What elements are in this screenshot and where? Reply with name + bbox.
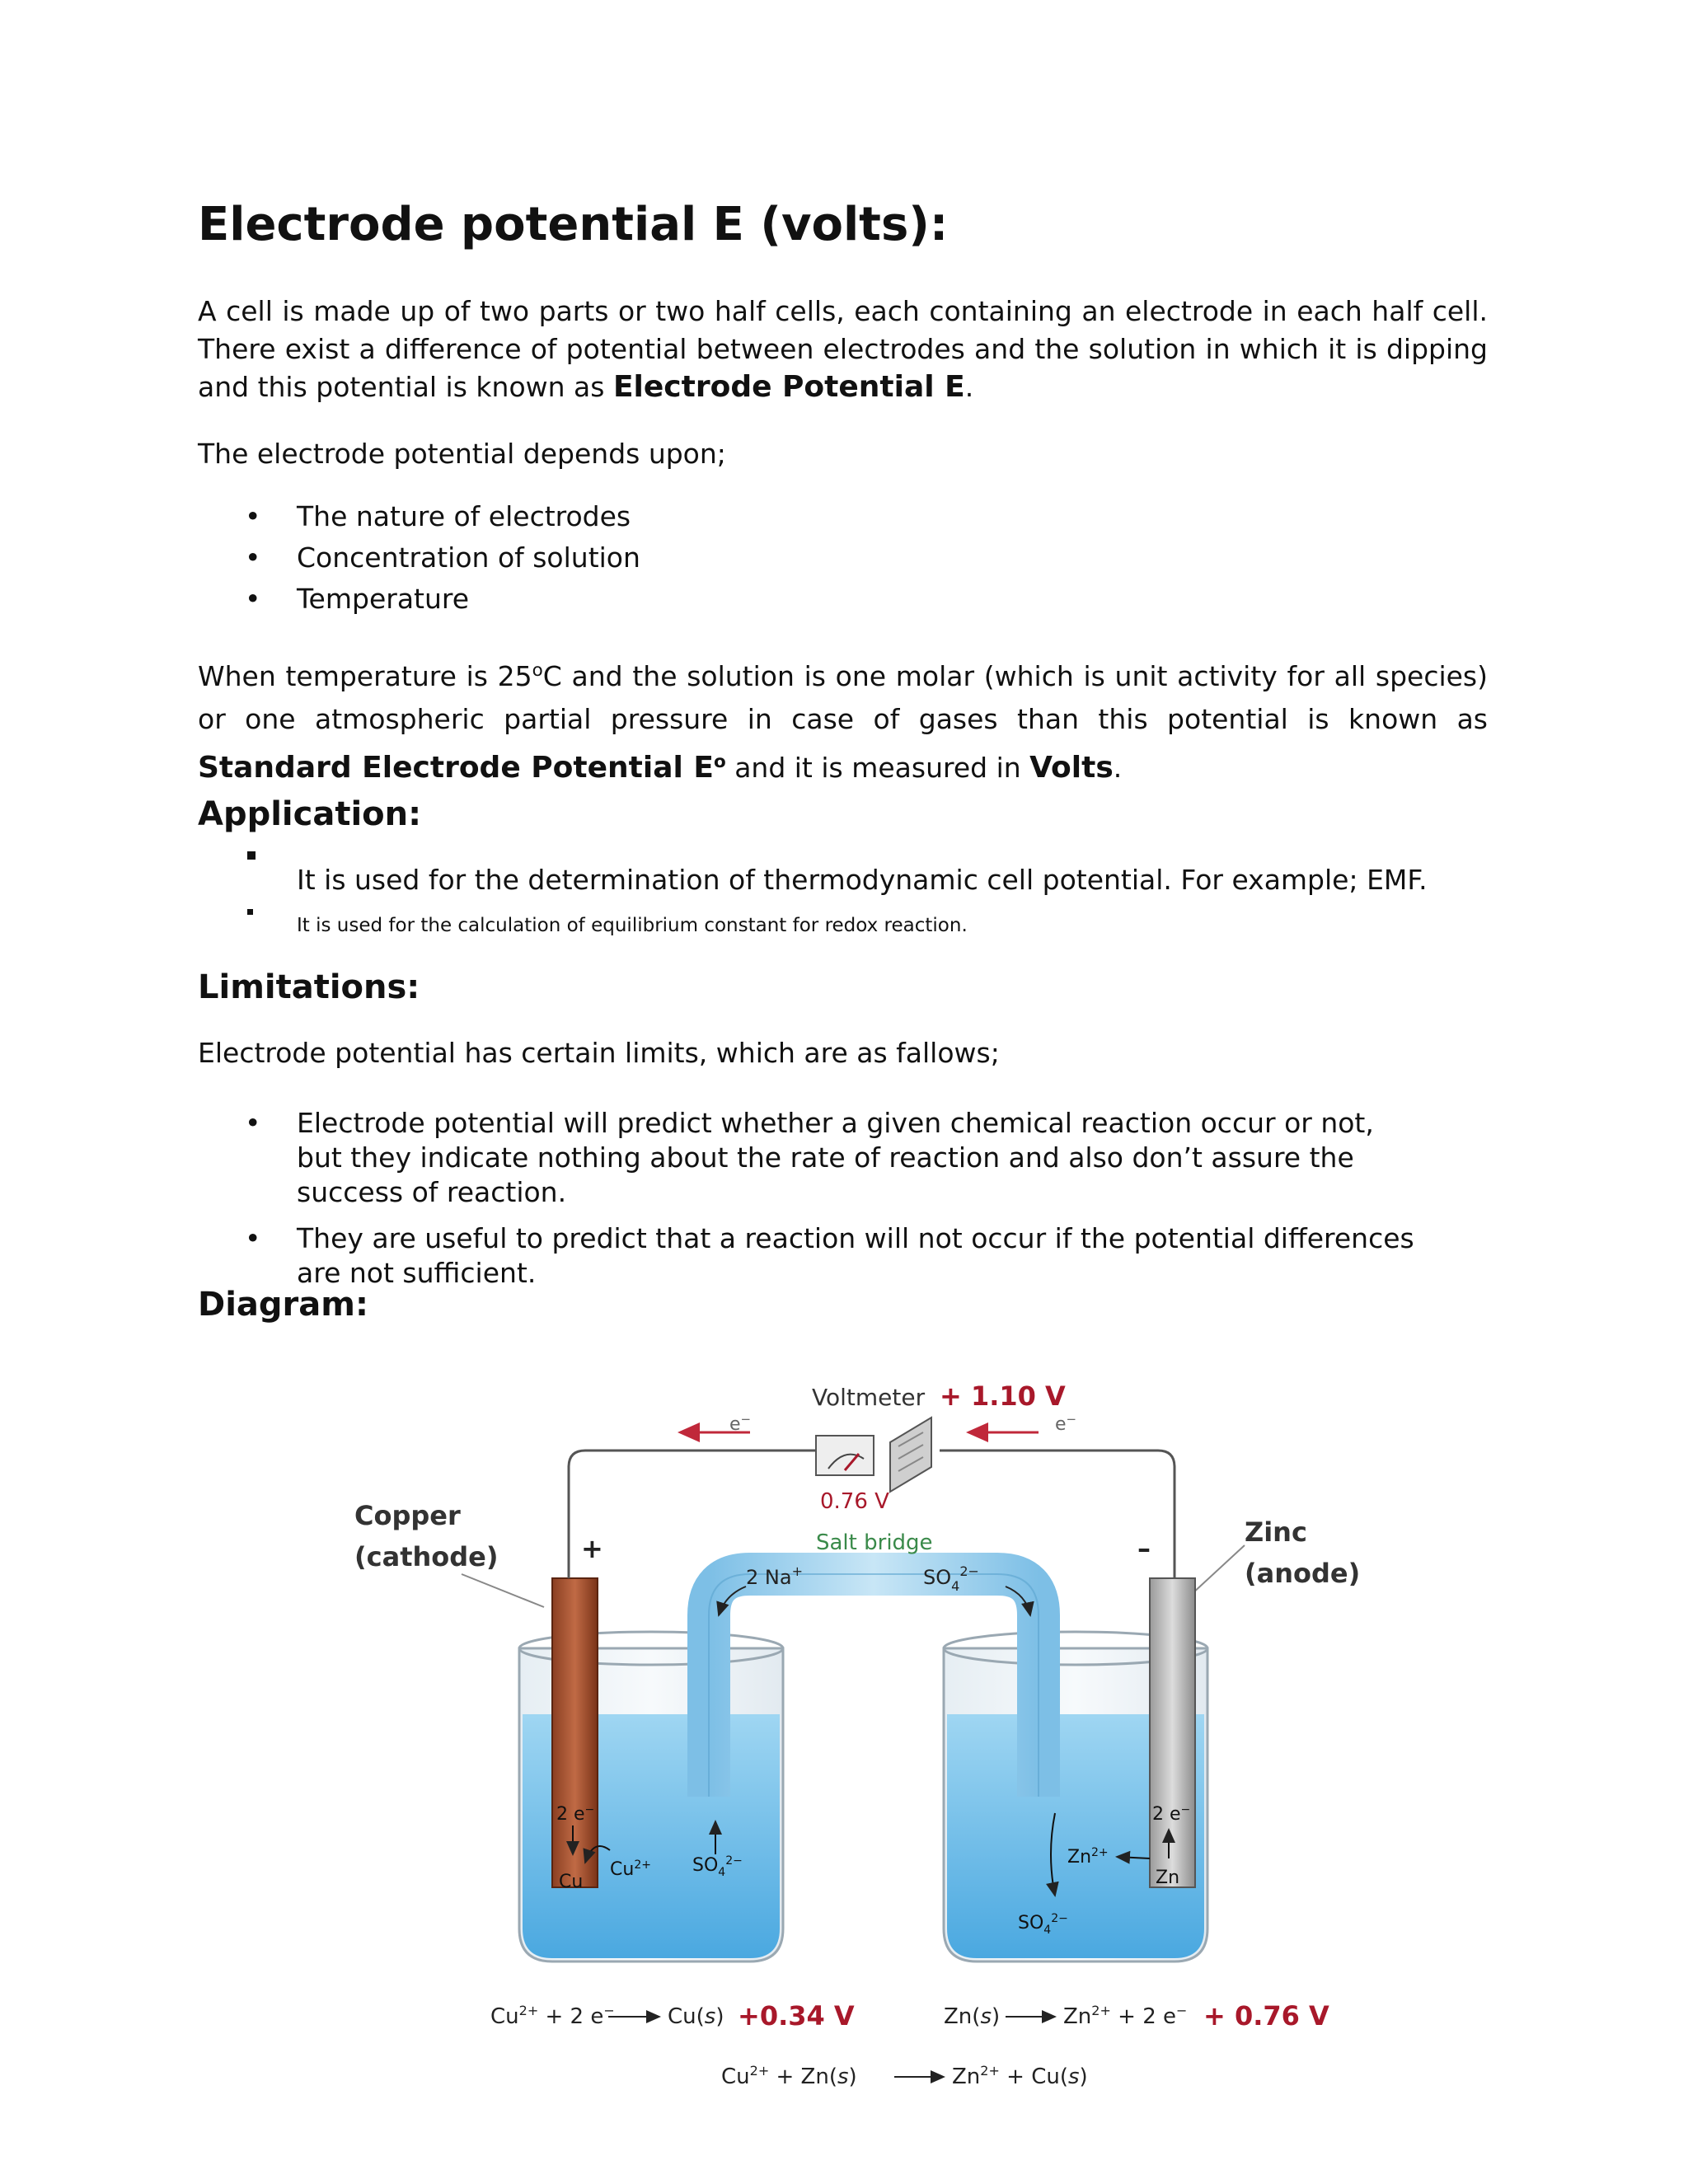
cathode-potential: +0.34 V xyxy=(738,2000,855,2032)
voltmeter-value: + 1.10 V xyxy=(940,1380,1066,1412)
voltmeter-body xyxy=(890,1418,931,1492)
sodium-ion-label: 2 Na+ xyxy=(746,1563,803,1589)
cathode-product: Cu(s) xyxy=(668,2004,724,2029)
cu-ion-label: $Cu^{2+}$ xyxy=(610,1858,651,1880)
overall-reaction-left: $Cu^{2+} + Zn(s)$ xyxy=(721,2063,857,2089)
anode-potential: + 0.76 V xyxy=(1203,2000,1329,2032)
application-heading: Application: xyxy=(198,795,422,833)
salt-bridge-label: Salt bridge xyxy=(816,1530,933,1555)
overall-reaction-right: $Zn^{2+} + Cu(s)$ xyxy=(952,2063,1088,2089)
diagram-heading: Diagram: xyxy=(198,1286,368,1324)
intro-paragraph: A cell is made up of two parts or two half cells, each containing an electrode in each half cell. There exist a difference of potential between electrodes and the solution in which it is dipping and this potential is known as Electrode Potential E. xyxy=(198,295,1488,404)
list-item: • Concentration of solution xyxy=(245,541,640,574)
galvanic-cell-diagram xyxy=(346,1368,1385,2110)
anode-product: $Zn^{2+} + 2$ e− xyxy=(1063,2003,1188,2029)
limitations-intro: Electrode potential has certain limits, which are as fallows; xyxy=(198,1037,1000,1069)
application-item-1: It is used for the determination of thermodynamic cell potential. For example; EMF. xyxy=(297,864,1428,896)
electron-label-right: e− xyxy=(1055,1412,1077,1435)
anode-label: (anode) xyxy=(1245,1558,1361,1589)
anode-half-reaction: Zn(s) xyxy=(944,2004,1001,2029)
standard-potential-paragraph: When temperature is 25$^o$C and the solution is one molar (which is unit activity for all species) or one atmospheric partial pressure in case of gases than this potential is known as Standard Electrode Potential $E^o$ and it is measured in Volts. xyxy=(198,660,1488,785)
page-title: Electrode potential E (volts): xyxy=(198,198,949,251)
square-bullet xyxy=(247,909,253,915)
zinc-pointer-line xyxy=(1191,1545,1245,1595)
cathode-label: (cathode) xyxy=(354,1541,499,1572)
two-electrons-cu: 2 e− xyxy=(556,1803,595,1825)
zinc-label: Zinc xyxy=(1245,1516,1307,1548)
sulfate-left-label: $SO_4^{2-}$ xyxy=(692,1854,743,1879)
copper-pointer-line xyxy=(462,1574,544,1607)
voltmeter-label: Voltmeter xyxy=(812,1384,926,1411)
list-item: • They are useful to predict that a reaction will not occur if the potential differences are not sufficient. xyxy=(245,1222,1414,1289)
electron-label-left: e− xyxy=(729,1412,752,1435)
square-bullet xyxy=(247,851,256,860)
zinc-electrode xyxy=(1150,1578,1195,1887)
zn-metal-label: Zn xyxy=(1156,1868,1180,1888)
standard-electrode-term: Standard Electrode Potential E xyxy=(198,751,714,785)
cathode-half-reaction: $Cu^{2+} + 2$ e− xyxy=(490,2003,615,2029)
limitations-list xyxy=(198,1106,1488,1291)
cu-metal-label: Cu xyxy=(559,1872,584,1892)
depends-label: The electrode potential depends upon; xyxy=(198,438,726,470)
list-item: • Temperature xyxy=(245,583,470,615)
copper-electrode xyxy=(552,1578,598,1887)
sulfate-bridge-label: $SO_4^{2-}$ xyxy=(923,1563,979,1594)
two-electrons-zn: 2 e− xyxy=(1152,1803,1191,1825)
list-item: • Electrode potential will predict whether a given chemical reaction occur or not, but they indicate nothing about the rate of reaction and also don’t assure the success of reaction. xyxy=(245,1107,1374,1208)
volts-term: Volts xyxy=(1029,751,1114,785)
sulfate-right-label: $SO_4^{2-}$ xyxy=(1018,1912,1068,1937)
meter-reading: 0.76 V xyxy=(820,1489,889,1514)
electrode-potential-term: Electrode Potential E xyxy=(612,370,965,404)
application-item-2: It is used for the calculation of equilibrium constant for redox reaction. xyxy=(297,915,968,936)
copper-label: Copper xyxy=(354,1500,461,1531)
depends-list xyxy=(198,499,1488,616)
zn-ion-label: $Zn^{2+}$ xyxy=(1067,1846,1109,1868)
minus-sign: – xyxy=(1137,1533,1151,1564)
plus-sign: + xyxy=(581,1533,603,1564)
limitations-heading: Limitations: xyxy=(198,968,420,1006)
list-item: • The nature of electrodes xyxy=(245,500,631,532)
